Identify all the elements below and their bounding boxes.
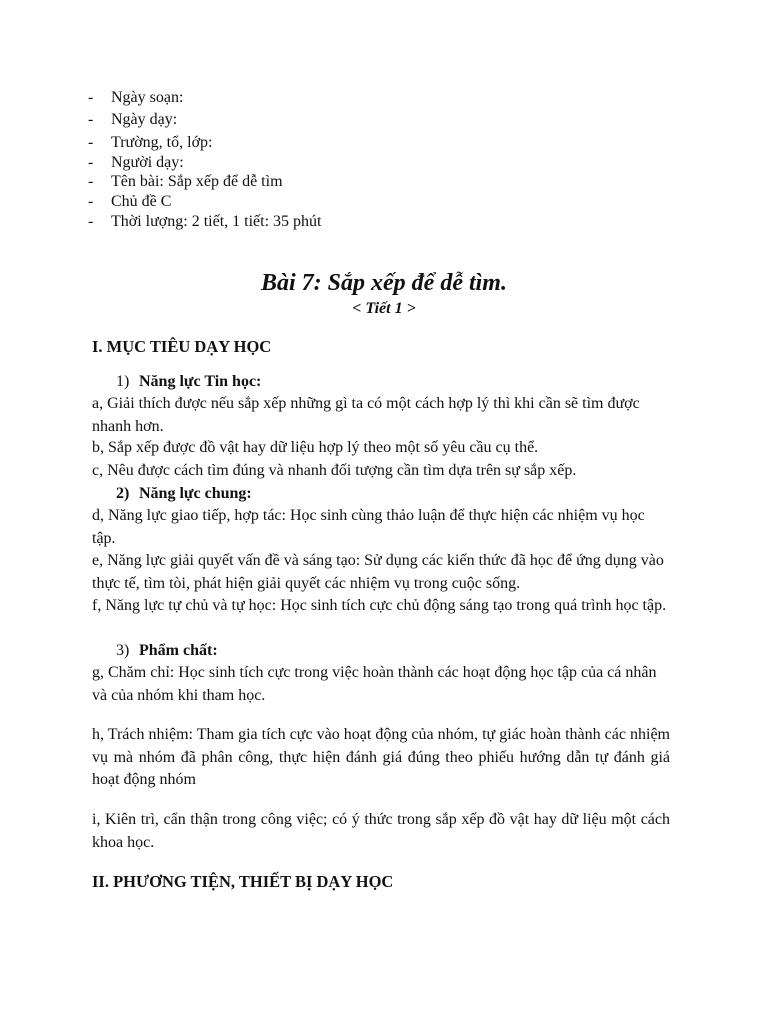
info-text: Chủ đề C	[111, 193, 172, 211]
info-item-lesson-name	[88, 172, 321, 192]
sub-heading-it-competency	[116, 372, 261, 392]
paragraph-e: e, Năng lực giải quyết vấn đề và sáng tạo: Sử dụng các kiến thức đã học để ứng dụng vào thực tế, tìm tòi, phát hiện giải quyết các nhiệm vụ trong cuộc sống.	[92, 552, 664, 592]
info-item-teacher	[88, 153, 321, 173]
paragraph-b: b, Sắp xếp được đồ vật hay dữ liệu hợp lý theo một số yêu cầu cụ thể.	[92, 439, 539, 456]
list-dash: -	[88, 153, 94, 171]
paragraph-h: h, Trách nhiệm: Tham gia tích cực vào hoạt động của nhóm, tự giác hoàn thành các nhiệm vụ mà nhóm đã phân công, thực hiện đánh giá đúng theo phiếu hướng dẫn tự đánh giá hoạt động nhóm	[92, 726, 670, 789]
lesson-title: Bài 7: Sắp xếp để dễ tìm.	[261, 270, 507, 296]
info-text: Thời lượng: 2 tiết, 1 tiết: 35 phút	[111, 212, 322, 230]
paragraph-f: f, Năng lực tự chủ và tự học: Học sinh tích cực chủ động sáng tạo trong quá trình học tập.	[92, 597, 667, 614]
sub-heading-text: Năng lực Tin học:	[139, 373, 262, 390]
sub-heading-number: 2)	[116, 485, 130, 502]
lesson-info-list	[88, 88, 321, 231]
info-text: Ngày soạn:	[111, 89, 184, 106]
list-dash: -	[88, 212, 94, 230]
paragraph-c: c, Nêu được cách tìm đúng và nhanh đối tượng cần tìm dựa trên sự sắp xếp.	[92, 462, 577, 479]
list-dash: -	[88, 173, 94, 191]
paragraph-g: g, Chăm chỉ: Học sinh tích cực trong việc hoàn thành các hoạt động học tập của cá nhân và của nhóm khi tham học.	[92, 664, 657, 704]
list-dash: -	[88, 134, 94, 151]
paragraph-d: d, Năng lực giao tiếp, hợp tác: Học sinh cùng thảo luận để thực hiện các nhiệm vụ học tập.	[92, 507, 645, 547]
list-dash: -	[88, 111, 94, 128]
info-item-teach-date	[88, 110, 321, 133]
sub-heading-text: Năng lực chung:	[139, 485, 252, 502]
info-text: Người dạy:	[111, 153, 184, 171]
paragraph-i: i, Kiên trì, cẩn thận trong công việc; có ý thức trong sắp xếp đồ vật hay dữ liệu một cách khoa học.	[92, 811, 670, 851]
sub-heading-number: 1)	[116, 373, 130, 390]
sub-heading-number: 3)	[116, 642, 130, 659]
list-dash: -	[88, 193, 94, 211]
lesson-period: < Tiết 1 >	[352, 300, 416, 317]
info-item-school	[88, 133, 321, 153]
info-item-topic	[88, 192, 321, 212]
info-text: Tên bài: Sắp xếp để dễ tìm	[111, 173, 283, 191]
info-text: Ngày dạy:	[111, 111, 178, 128]
sub-heading-qualities	[116, 641, 218, 661]
info-item-duration	[88, 212, 321, 232]
sub-heading-text: Phẩm chất:	[139, 642, 218, 659]
sub-heading-general-competency	[116, 484, 252, 504]
info-item-prep-date	[88, 88, 321, 110]
info-text: Trường, tổ, lớp:	[111, 134, 213, 151]
paragraph-a: a, Giải thích được nếu sắp xếp những gì ta có một cách hợp lý thì khi cần sẽ tìm được nhanh hơn.	[92, 395, 640, 435]
list-dash: -	[88, 89, 94, 106]
section-heading-objectives: I. MỤC TIÊU DẠY HỌC	[92, 337, 272, 356]
section-heading-equipment: II. PHƯƠNG TIỆN, THIẾT BỊ DẠY HỌC	[92, 872, 394, 891]
